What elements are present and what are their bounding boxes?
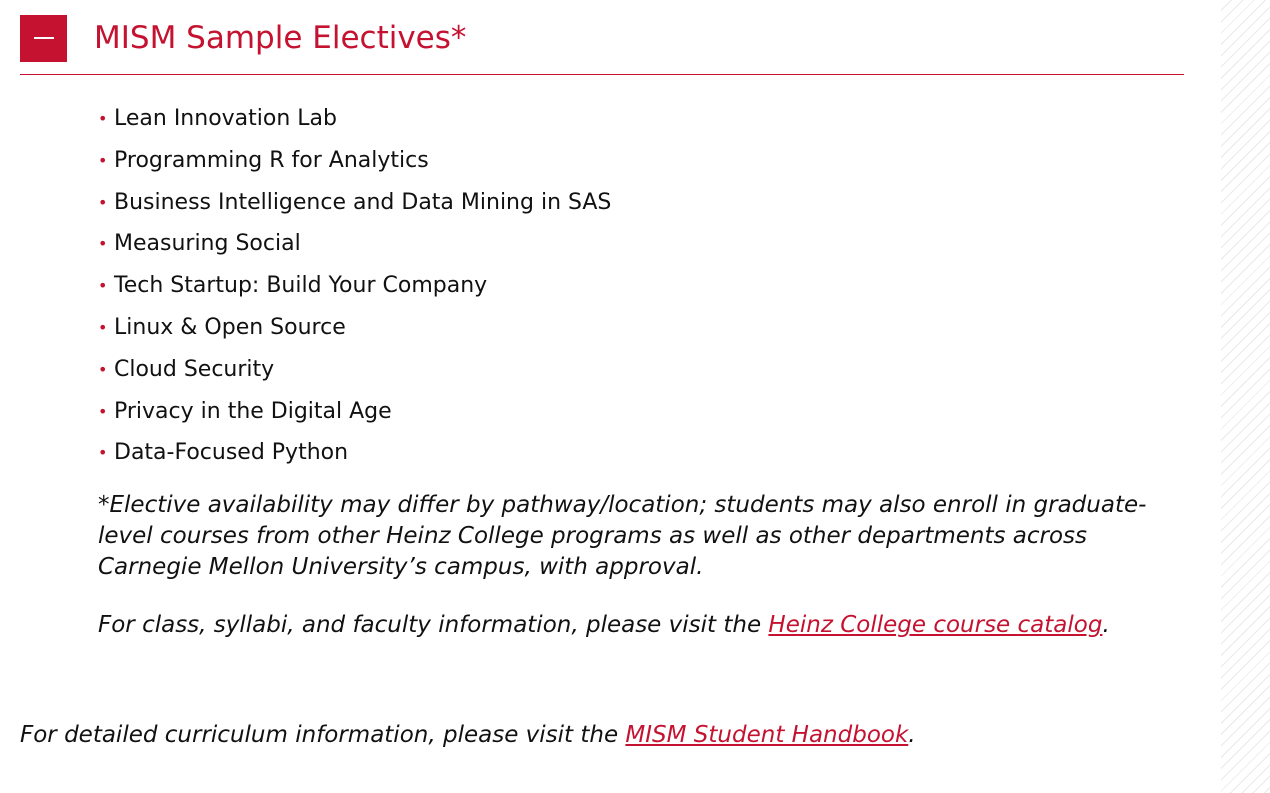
catalog-suffix: . (1102, 612, 1110, 638)
decorative-stripe-rail (1221, 0, 1270, 793)
electives-list (98, 98, 611, 474)
bullet-icon: • (98, 401, 108, 421)
electives-accordion (20, 14, 1184, 75)
elective-label: Privacy in the Digital Age (114, 398, 392, 424)
course-catalog-link[interactable]: Heinz College course catalog (768, 612, 1103, 638)
list-item (98, 349, 611, 391)
elective-label: Lean Innovation Lab (114, 106, 337, 131)
bullet-icon: • (98, 150, 108, 170)
bullet-icon: • (98, 359, 108, 379)
elective-availability-note: *Elective availability may differ by pathway/location; students may also enroll in graduate-level courses from other Heinz College programs as well as other departments across Carnegie Mellon University’s campus, with approval. (98, 492, 1147, 580)
handbook-suffix: . (908, 722, 916, 748)
bullet-icon: • (98, 109, 108, 128)
list-item (98, 182, 611, 224)
list-item (98, 140, 611, 182)
handbook-prefix: For detailed curriculum information, please visit the (20, 722, 626, 748)
catalog-paragraph (98, 610, 1110, 641)
accordion-header[interactable] (20, 14, 1184, 75)
elective-label: Data-Focused Python (114, 440, 349, 466)
bullet-icon: • (98, 276, 108, 296)
bullet-icon: • (98, 234, 108, 254)
bullet-icon: • (98, 443, 108, 463)
minus-icon (34, 37, 54, 39)
list-item (98, 391, 611, 433)
list-item (98, 265, 611, 307)
student-handbook-link[interactable]: MISM Student Handbook (625, 722, 909, 748)
elective-label: Linux & Open Source (114, 314, 346, 340)
elective-label: Measuring Social (114, 231, 301, 257)
elective-label: Cloud Security (114, 356, 275, 382)
elective-label: Business Intelligence and Data Mining in SAS (114, 189, 612, 215)
handbook-paragraph (20, 720, 916, 751)
list-item (98, 223, 611, 265)
list-item (98, 432, 611, 474)
list-item (98, 98, 611, 140)
catalog-prefix: For class, syllabi, and faculty information, please visit the (98, 612, 769, 638)
bullet-icon: • (98, 317, 108, 337)
section-title[interactable]: MISM Sample Electives* (94, 20, 467, 56)
elective-label: Tech Startup: Build Your Company (114, 273, 488, 299)
list-item (98, 307, 611, 349)
elective-label: Programming R for Analytics (114, 147, 429, 173)
collapse-toggle-button[interactable] (20, 15, 67, 62)
bullet-icon: • (98, 192, 108, 212)
